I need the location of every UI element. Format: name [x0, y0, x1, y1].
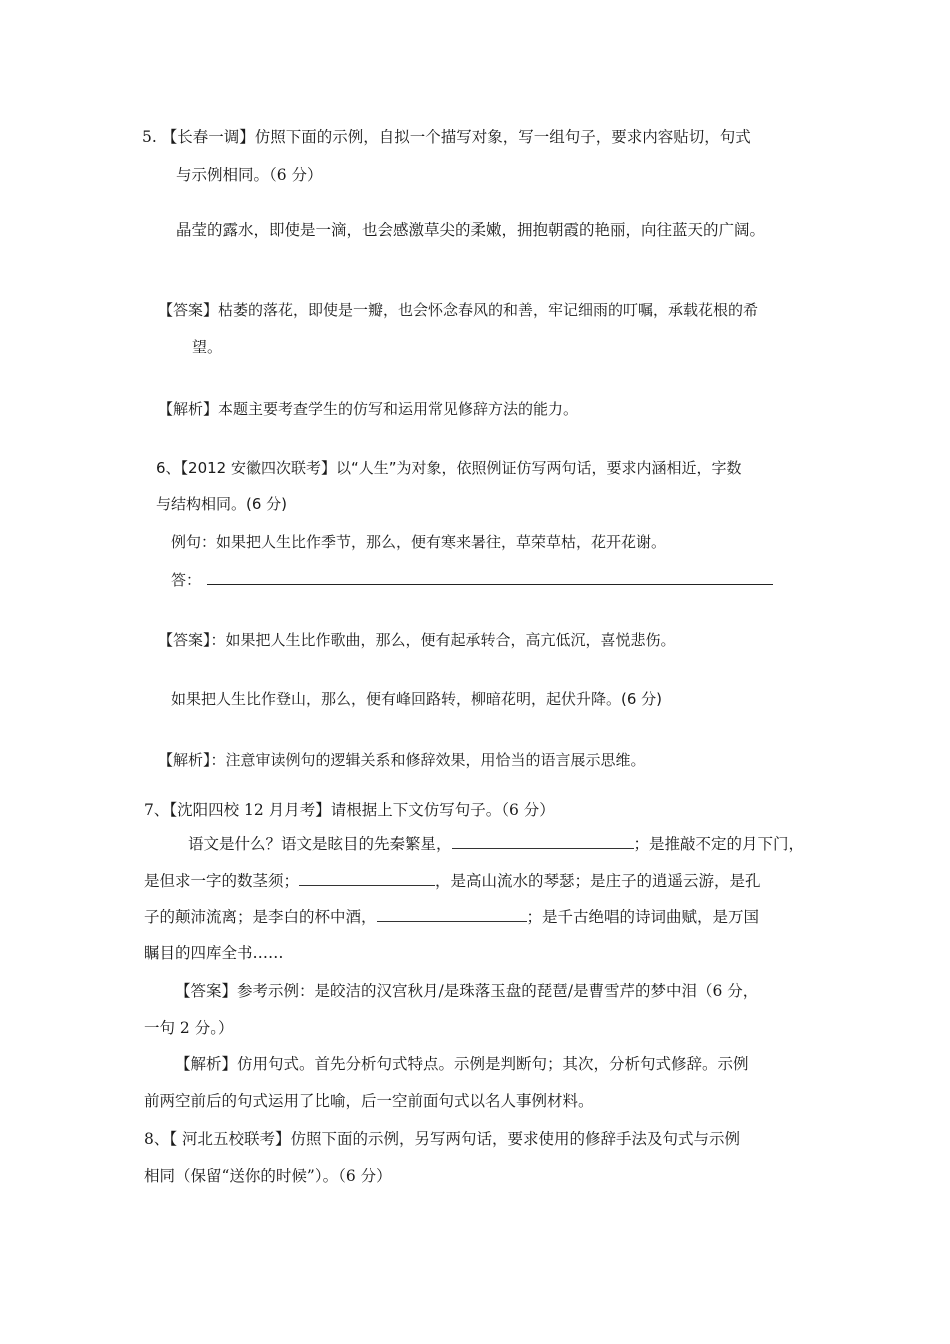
q6-answer-row: [171, 569, 773, 591]
q7-line-1: 7、【沈阳四校 12 月月考】请根据上下文仿写句子。（6 分）: [144, 801, 555, 819]
q5-answer-line-2: 望。: [192, 338, 223, 356]
q7-passage-line-4: 瞩目的四库全书……: [144, 944, 284, 962]
q6-line-1: 6、【2012 安徽四次联考】以“人生”为对象，依照例证仿写两句话，要求内涵相近，字数: [156, 459, 742, 477]
q6-example: 例句：如果把人生比作季节，那么，便有寒来暑往，草荣草枯，花开花谢。: [171, 533, 667, 551]
q7-answer-line-1: 【答案】参考示例：是皎洁的汉宫秋月/是珠落玉盘的琵琶/是曹雪芹的梦中泪（6 分，: [175, 982, 759, 1000]
q5-analysis: 【解析】本题主要考查学生的仿写和运用常见修辞方法的能力。: [158, 400, 579, 418]
q6-analysis: 【解析】：注意审读例句的逻辑关系和修辞效果，用恰当的语言展示思维。: [158, 751, 646, 769]
q7-passage-2b: ，是高山流水的琴瑟；是庄子的逍遥云游，是孔: [435, 872, 761, 890]
q6-line-2: 与结构相同。(6 分): [156, 495, 288, 513]
q8-line-2: 相同（保留“送你的时候”）。（6 分）: [144, 1167, 392, 1185]
q7-analysis-line-1: 【解析】仿用句式。首先分析句式特点。示例是判断句；其次，分析句式修辞。示例: [175, 1055, 749, 1073]
q6-answer-line-1: 【答案】：如果把人生比作歌曲，那么，便有起承转合，高亢低沉，喜悦悲伤。: [158, 631, 676, 649]
q6-answer-line-2: 如果把人生比作登山，那么，便有峰回路转，柳暗花明，起伏升降。(6 分): [171, 690, 663, 708]
q6-answer-blank[interactable]: [207, 570, 773, 585]
q7-passage-line-2: [144, 870, 761, 892]
q5-example: 晶莹的露水，即使是一滴，也会感激草尖的柔嫩，拥抱朝霞的艳丽，向往蓝天的广阔。: [176, 221, 766, 239]
q7-passage-1a: 语文是什么？语文是眩目的先秦繁星，: [188, 835, 452, 853]
q7-blank-1[interactable]: [452, 834, 634, 849]
q7-blank-2[interactable]: [299, 871, 435, 886]
q7-passage-line-1: [188, 833, 804, 855]
q5-line-2: 与示例相同。（6 分）: [176, 166, 323, 184]
q7-passage-line-3: [144, 906, 759, 928]
q6-answer-label: 答：: [171, 571, 202, 589]
q5-line-1: 5. 【长春一调】仿照下面的示例，自拟一个描写对象，写一组句子，要求内容贴切，句式: [142, 128, 751, 146]
q7-passage-2a: 是但求一字的数茎须；: [144, 872, 300, 890]
q7-passage-3a: 子的颠沛流离；是李白的杯中酒，: [144, 908, 377, 926]
q5-answer-line-1: 【答案】枯萎的落花，即使是一瓣，也会怀念春风的和善，牢记细雨的叮嘱，承载花根的希: [158, 301, 759, 319]
q7-answer-line-2: 一句 2 分。）: [144, 1019, 234, 1037]
q8-line-1: 8、【 河北五校联考】仿照下面的示例，另写两句话，要求使用的修辞手法及句式与示例: [144, 1130, 741, 1148]
q7-passage-3b: ；是千古绝唱的诗词曲赋，是万国: [526, 908, 760, 926]
q7-passage-1b: ；是推敲不定的月下门，: [633, 835, 805, 853]
q7-blank-3[interactable]: [377, 907, 527, 922]
q7-analysis-line-2: 前两空前后的句式运用了比喻，后一空前面句式以名人事例材料。: [144, 1092, 594, 1110]
